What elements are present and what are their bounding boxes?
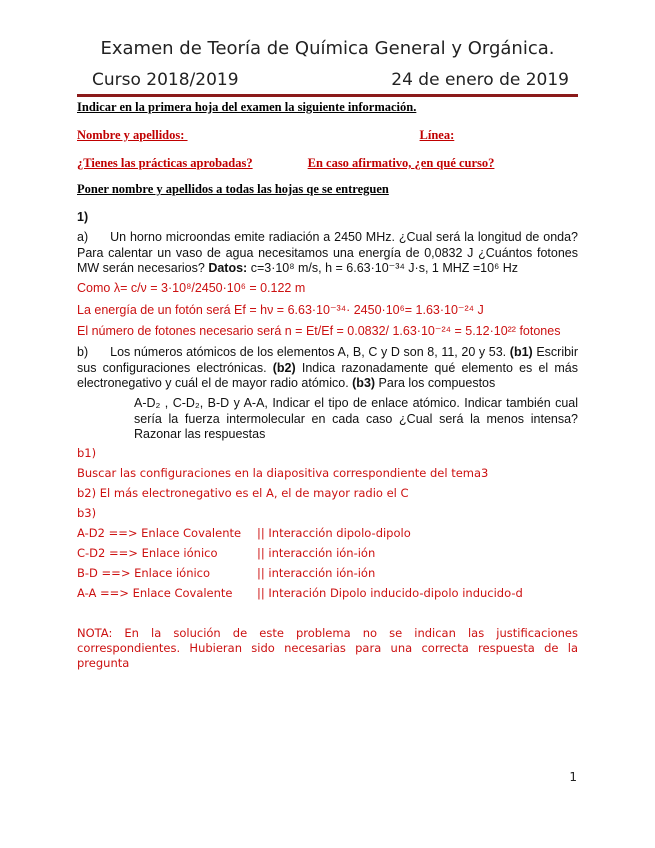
bond-row xyxy=(77,546,578,562)
answer-b3-head: b3) xyxy=(77,506,97,520)
header-rule xyxy=(77,94,578,97)
practicas-question: ¿Tienes las prácticas aprobadas? xyxy=(77,156,253,170)
bond-row xyxy=(77,566,578,582)
question-b-text-3: Indica razonadamente qué elemento es el más electronegativo y cuál el de mayor radio atómico. xyxy=(77,360,578,391)
question-number: 1) xyxy=(77,210,89,224)
question-b-text-4: Para los compuestos xyxy=(375,376,496,391)
course-question: En caso afirmativo, ¿en qué curso? xyxy=(307,156,495,170)
line-label: Línea: xyxy=(419,128,455,142)
name-line xyxy=(77,128,578,143)
question-b-text-1: Los números atómicos de los elementos A, B, C y D son 8, 11, 20 y 53. xyxy=(110,345,510,359)
question-a xyxy=(77,230,578,277)
bond-row xyxy=(77,526,578,542)
question-a-text: Un horno microondas emite radiación a 2450 MHz. ¿Cual será la longitud de onda? Para calentar un vaso de agua necesitamos una energía de 0,0832 J ¿Cuántos fotones MW serán necesarios? xyxy=(77,230,578,276)
bond-type: A-A ==> Enlace Covalente xyxy=(77,586,233,600)
name-label: Nombre y apellidos: xyxy=(77,128,188,142)
bond-type: B-D ==> Enlace iónico xyxy=(77,566,211,580)
question-b-compounds: A-D₂ , C-D₂, B-D y A-A, Indicar el tipo de enlace atómico. Indicar también cual sería la fuerza intermolecular en cada caso ¿Cual será la menos intensa? Razonar las respuestas xyxy=(134,396,578,442)
exam-title: Examen de Teoría de Química General y Orgánica. xyxy=(100,38,555,59)
solution-note: NOTA: En la solución de este problema no se indican las justificaciones correspondientes. Hubieran sido necesarias para una correcta respuesta de la pregunta xyxy=(77,626,578,670)
question-a-label: a) xyxy=(77,230,89,244)
bond-type: A-D2 ==> Enlace Covalente xyxy=(77,526,242,540)
answer-b2-text: b2) El más electronegativo es el A, el de mayor radio el C xyxy=(77,486,409,500)
question-b xyxy=(77,345,578,392)
b3-label: (b3) xyxy=(352,376,376,391)
practicas-line xyxy=(77,156,578,171)
answer-b1-text: Buscar las configuraciones en la diapositiva correspondiente del tema3 xyxy=(77,466,489,480)
intermolecular-force: || Interacción dipolo-dipolo xyxy=(257,526,411,540)
answer-a-photon-energy: La energía de un fotón será Ef = hν = 6.63·10⁻³⁴· 2450·10⁶= 1.63·10⁻²⁴ J xyxy=(77,303,484,317)
exam-date: 24 de enero de 2019 xyxy=(391,70,569,90)
answer-a-photon-count: El número de fotones necesario será n = Et/Ef = 0.0832/ 1.63·10⁻²⁴ = 5.12·10²² fotones xyxy=(77,324,561,338)
datos-label: Datos: xyxy=(208,261,248,276)
put-name-instruction: Poner nombre y apellidos a todas las hojas qe se entreguen xyxy=(77,182,389,196)
question-b-text-2: Escribir sus configuraciones electrónicas. xyxy=(77,345,578,375)
indicate-instruction: Indicar en la primera hoja del examen la siguiente información. xyxy=(77,100,417,114)
answer-a-wavelength: Como λ= c/ν = 3·10⁸/2450·10⁶ = 0.122 m xyxy=(77,281,306,295)
bond-type: C-D2 ==> Enlace iónico xyxy=(77,546,218,560)
intermolecular-force: || interacción ión-ión xyxy=(257,546,376,560)
b1-label: (b1) xyxy=(509,345,533,359)
datos-text: c=3·10⁸ m/s, h = 6.63·10⁻³⁴ J·s, 1 MHZ =10⁶ Hz xyxy=(247,261,518,276)
answer-b1-head: b1) xyxy=(77,446,97,460)
question-b-label: b) xyxy=(77,345,89,359)
page-number: 1 xyxy=(569,770,577,784)
intermolecular-force: || interacción ión-ión xyxy=(257,566,376,580)
course-year: Curso 2018/2019 xyxy=(92,70,239,90)
bond-row xyxy=(77,586,578,602)
b2-label: (b2) xyxy=(272,360,296,375)
intermolecular-force: || Interación Dipolo inducido-dipolo inducido-d xyxy=(257,586,523,600)
